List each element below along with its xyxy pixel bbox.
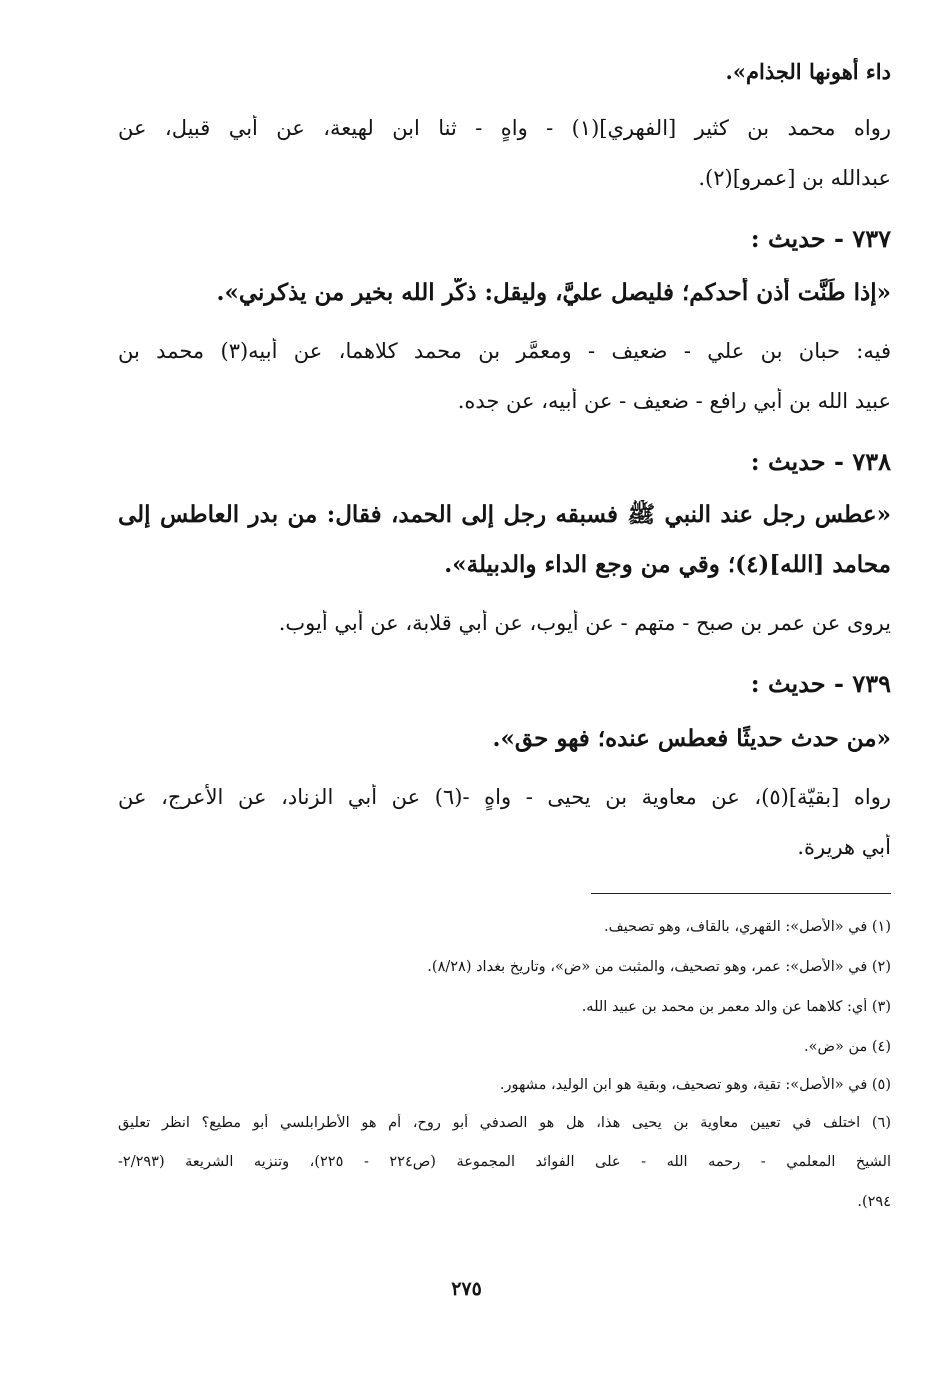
footnote-separator (591, 893, 891, 894)
footnote-1: (١) في «الأصل»: القهري، بالقاف، وهو تصحيف. (604, 919, 891, 935)
text-line-1: داء أهونها الجذام». (725, 59, 891, 84)
hadith-738-heading: ٧٣٨ - حديث : (750, 447, 891, 476)
text-line-15: أبي هريرة. (797, 835, 891, 859)
hadith-739-heading: ٧٣٩ - حديث : (750, 669, 891, 698)
footnote-3: (٣) أي: كلاهما عن والد معمر بن محمد بن عبيد الله. (581, 999, 891, 1015)
hadith-737-text: «إذا طَنَّت أذن أحدكم؛ فليصل عليَّ، وليقل: ذكَّر الله بخير من يذكرني». (216, 279, 891, 306)
text-line-7: عبيد الله بن أبي رافع - ضعيف - عن أبيه، عن جده. (457, 389, 891, 413)
text-line-3: عبدالله بن [عمرو](٢). (698, 166, 891, 190)
page-number: ٢٧٥ (451, 1278, 482, 1300)
footnote-6-line-3: ٢٩٤). (857, 1194, 891, 1210)
footnote-6-line-2: الشيخ المعلمي - رحمه الله - على الفوائد المجموعة (ص٢٢٤ - ٢٢٥)، وتنزيه الشريعة (٢/٢٩٣- (118, 1154, 891, 1170)
text-line-11: يروى عن عمر بن صبح - متهم - عن أيوب، عن أبي قلابة، عن أبي أيوب. (278, 611, 891, 635)
footnote-2: (٢) في «الأصل»: عمر، وهو تصحيف، والمثبت من «ض»، وتاريخ بغداد (٨/٢٨). (427, 959, 891, 975)
footnote-5: (٥) في «الأصل»: تقية، وهو تصحيف، وبقية هو ابن الوليد، مشهور. (499, 1077, 891, 1093)
text-line-14: رواه [بقيّة](٥)، عن معاوية بن يحيى - واهٍ -(٦) عن أبي الزناد، عن الأعرج، عن (118, 785, 891, 809)
hadith-739-text: «من حدث حديثًا فعطس عنده؛ فهو حق». (492, 725, 891, 752)
footnote-6-line-1: (٦) اختلف في تعيين معاوية بن يحيى هذا، هل هو الصدفي أبو روح، أم هو الأطرابلسي أبو مطيع؟ انظر تعليق (118, 1115, 891, 1131)
hadith-738-text-2: محامد [الله](٤)؛ وقي من وجع الداء والدبيلة». (444, 551, 891, 578)
hadith-737-heading: ٧٣٧ - حديث : (750, 224, 891, 253)
text-line-2: رواه محمد بن كثير [الفهري](١) - واهٍ - ثنا ابن لهيعة، عن أبي قبيل، عن (118, 116, 891, 140)
text-line-6: فيه: حبان بن علي - ضعيف - ومعمَّر بن محمد كلاهما، عن أبيه(٣) محمد بن (118, 339, 891, 363)
footnote-4: (٤) من «ض». (803, 1039, 891, 1055)
hadith-738-text-1: «عطس رجل عند النبي ﷺ فسبقه رجل إلى الحمد، فقال: من بدر العاطس إلى (118, 501, 891, 528)
